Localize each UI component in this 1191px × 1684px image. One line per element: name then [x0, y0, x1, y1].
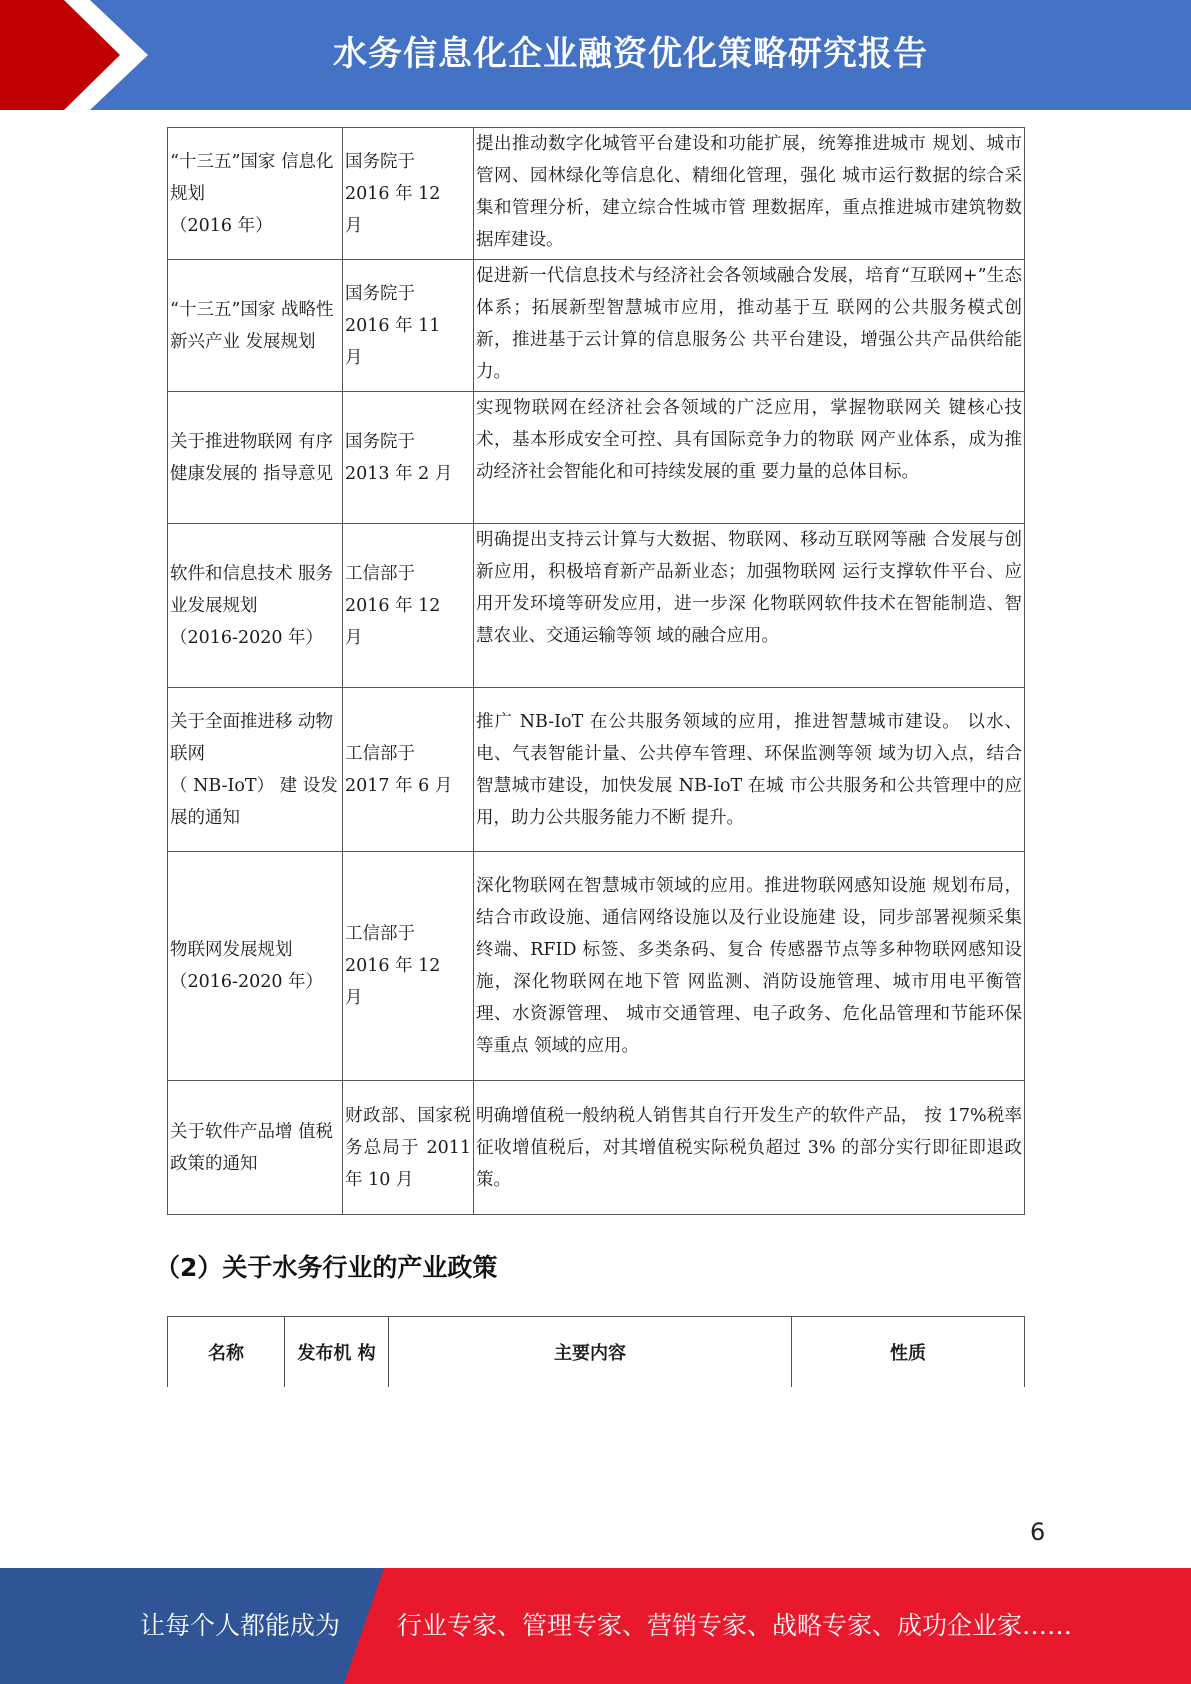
section-heading: （2）关于水务行业的产业政策 [155, 1253, 498, 1282]
water-policy-table [167, 1316, 1025, 1387]
policy-issuer: 工信部于 2017 年 6 月 [343, 688, 474, 852]
column-header-nature: 性质 [792, 1317, 1025, 1387]
policy-name: 关于推进物联网 有序健康发展的 指导意见 [168, 392, 343, 524]
table-row [168, 688, 1025, 852]
table-header-row [168, 1317, 1025, 1387]
column-header-issuer: 发布机 构 [285, 1317, 389, 1387]
policy-table [167, 127, 1025, 1215]
page-header [0, 0, 1191, 110]
policy-issuer: 国务院于 2016 年 12 月 [343, 128, 474, 260]
policy-name: 物联网发展规划 （2016-2020 年） [168, 852, 343, 1081]
policy-content: 明确增值税一般纳税人销售其自行开发生产的软件产品， 按 17%税率征收增值税后，对其增值税实际税负超过 3% 的部分实行即征即退政策。 [474, 1081, 1025, 1215]
policy-content: 推广 NB-IoT 在公共服务领域的应用，推进智慧城市建设。 以水、电、气表智能计量、公共停车管理、环保监测等领 域为切入点，结合智慧城市建设，加快发展 NB-IoT 在城 市公共服务和公共管理中的应用，助力公共服务能力不断 提升。 [474, 688, 1025, 852]
policy-content: 明确提出支持云计算与大数据、物联网、移动互联网等融 合发展与创新应用，积极培育新产品新业态；加强物联网 运行支撑软件平台、应用开发环境等研发应用，进一步深 化物联网软件技术在智能制造、智慧农业、交通运输等领 域的融合应用。 [474, 524, 1025, 688]
policy-content: 提出推动数字化城管平台建设和功能扩展，统筹推进城市 规划、城市管网、园林绿化等信息化、精细化管理，强化 城市运行数据的综合采集和管理分析，建立综合性城市管 理数据库，重点推进城市建筑物数据库建设。 [474, 128, 1025, 260]
policy-issuer: 国务院于 2016 年 11 月 [343, 260, 474, 392]
table-row [168, 524, 1025, 688]
policy-name: “十三五”国家 战略性新兴产业 发展规划 [168, 260, 343, 392]
page-footer [0, 1568, 1191, 1684]
page-number: 6 [1030, 1518, 1046, 1546]
column-header-name: 名称 [168, 1317, 285, 1387]
footer-slogan-left: 让每个人都能成为 [140, 1611, 341, 1640]
policy-issuer: 国务院于 2013 年 2 月 [343, 392, 474, 524]
policy-name: “十三五”国家 信息化规划 （2016 年） [168, 128, 343, 260]
header-arrow-decoration [0, 0, 160, 110]
table-row [168, 128, 1025, 260]
table-row [168, 852, 1025, 1081]
report-title: 水务信息化企业融资优化策略研究报告 [333, 34, 928, 74]
policy-name: 关于全面推进移 动物联网 （ NB-IoT） 建 设发展的通知 [168, 688, 343, 852]
policy-content: 深化物联网在智慧城市领域的应用。推进物联网感知设施 规划布局，结合市政设施、通信网络设施以及行业设施建 设，同步部署视频采集终端、RFID 标签、多类条码、复合 传感器节点等多种物联网感知设施，深化物联网在地下管 网监测、消防设施管理、城市用电平衡管理、水资源管理、 城市交通管理、电子政务、危化品管理和节能环保等重点 领域的应用。 [474, 852, 1025, 1081]
column-header-content: 主要内容 [389, 1317, 792, 1387]
footer-slogan-right: 行业专家、管理专家、营销专家、战略专家、成功企业家…… [397, 1611, 1073, 1640]
policy-name: 关于软件产品增 值税政策的通知 [168, 1081, 343, 1215]
table-row [168, 260, 1025, 392]
policy-issuer: 工信部于 2016 年 12 月 [343, 524, 474, 688]
table-row [168, 1081, 1025, 1215]
policy-content: 实现物联网在经济社会各领域的广泛应用，掌握物联网关 键核心技术，基本形成安全可控、具有国际竞争力的物联 网产业体系，成为推动经济社会智能化和可持续发展的重 要力量的总体目标。 [474, 392, 1025, 524]
policy-name: 软件和信息技术 服务业发展规划 （2016-2020 年） [168, 524, 343, 688]
table-row [168, 392, 1025, 524]
policy-issuer: 工信部于 2016 年 12 月 [343, 852, 474, 1081]
policy-content: 促进新一代信息技术与经济社会各领域融合发展，培育“互联网+”生态体系；拓展新型智慧城市应用，推动基于互 联网的公共服务模式创新，推进基于云计算的信息服务公 共平台建设，增强公共产品供给能力。 [474, 260, 1025, 392]
policy-issuer: 财政部、国家税务总局于 2011 年 10 月 [343, 1081, 474, 1215]
